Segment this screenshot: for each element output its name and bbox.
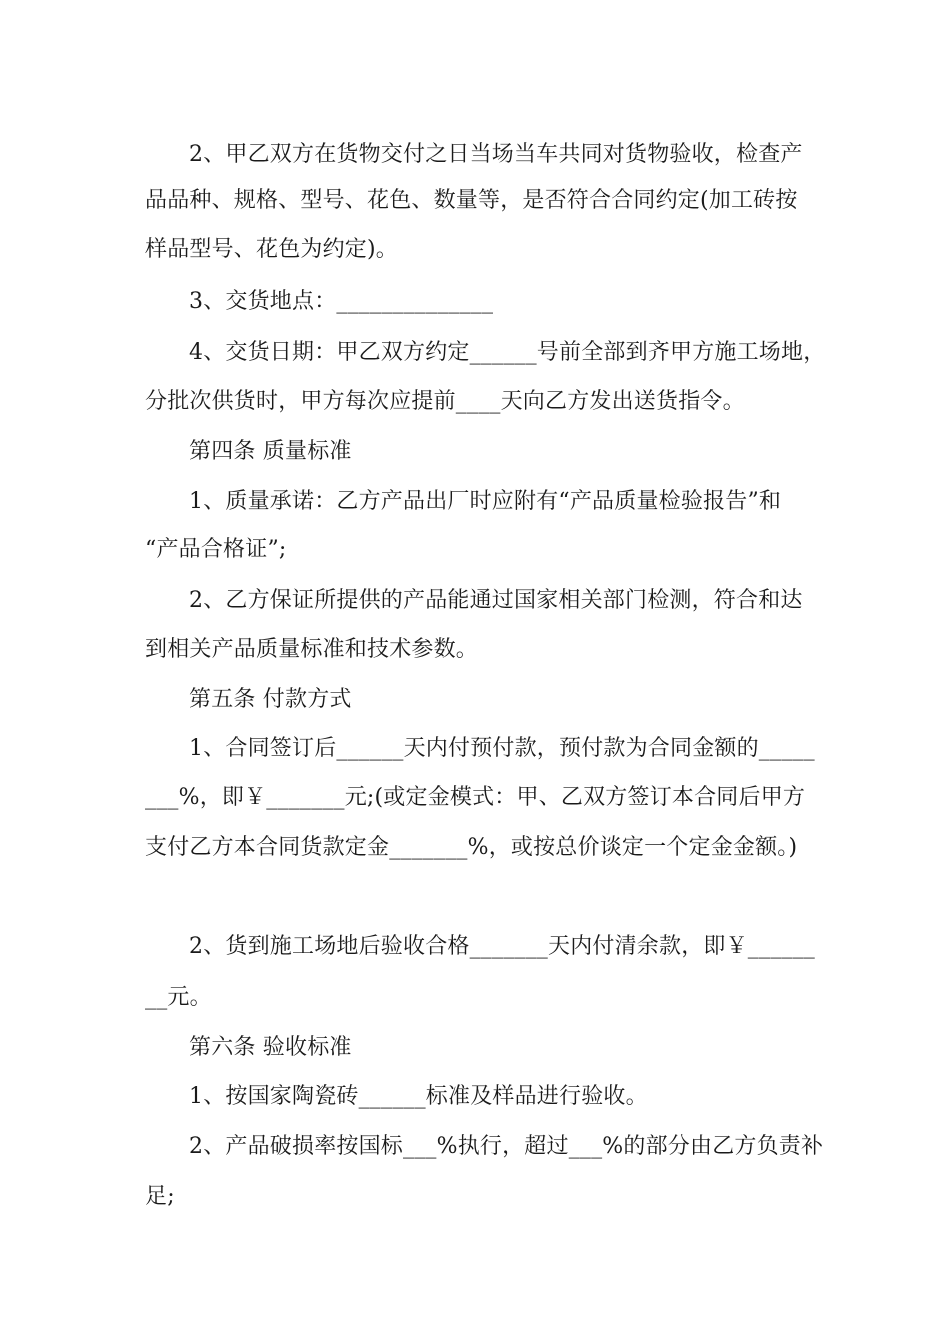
clause-4-2-line-2: 到相关产品质量标准和技术参数。 <box>145 637 479 662</box>
clause-3-4-line-2: 分批次供货时，甲方每次应提前____天向乙方发出送货指令。 <box>145 389 745 414</box>
clause-3-3-delivery-place: 3、交货地点：______________ <box>189 289 494 314</box>
clause-6-1: 1、按国家陶瓷砖______标准及样品进行验收。 <box>189 1084 648 1109</box>
clause-6-2-line-2: 足; <box>145 1184 175 1209</box>
clause-4-2-line-1: 2、乙方保证所提供的产品能通过国家相关部门检测，符合和达 <box>189 588 803 613</box>
clause-6-2-line-1: 2、产品破损率按国标___%执行，超过___%的部分由乙方负责补 <box>189 1134 824 1159</box>
clause-3-2-line-1: 2、甲乙双方在货物交付之日当场当车共同对货物验收，检查产 <box>189 142 803 167</box>
section-5-heading: 第五条 付款方式 <box>189 687 352 712</box>
clause-5-1-line-2: ___%，即￥_______元;(或定金模式：甲、乙双方签订本合同后甲方 <box>145 785 806 810</box>
clause-4-1-line-2: “产品合格证”; <box>145 537 287 562</box>
clause-3-2-line-2: 品品种、规格、型号、花色、数量等，是否符合合同约定(加工砖按 <box>145 188 798 213</box>
clause-5-2-line-1: 2、货到施工场地后验收合格_______天内付清余款，即￥______ <box>189 934 815 959</box>
clause-3-2-line-3: 样品型号、花色为约定)。 <box>145 237 398 262</box>
clause-5-2-line-2: __元。 <box>145 985 212 1010</box>
clause-5-1-line-1: 1、合同签订后______天内付预付款，预付款为合同金额的_____ <box>189 736 815 761</box>
clause-4-1-line-1: 1、质量承诺：乙方产品出厂时应附有“产品质量检验报告”和 <box>189 489 782 514</box>
section-6-heading: 第六条 验收标准 <box>189 1035 352 1060</box>
clause-3-4-line-1: 4、交货日期：甲乙双方约定______号前全部到齐甲方施工场地， <box>189 340 826 365</box>
section-4-heading: 第四条 质量标准 <box>189 439 352 464</box>
clause-5-1-line-3: 支付乙方本合同货款定金_______%，或按总价谈定一个定金金额。) <box>145 835 798 860</box>
